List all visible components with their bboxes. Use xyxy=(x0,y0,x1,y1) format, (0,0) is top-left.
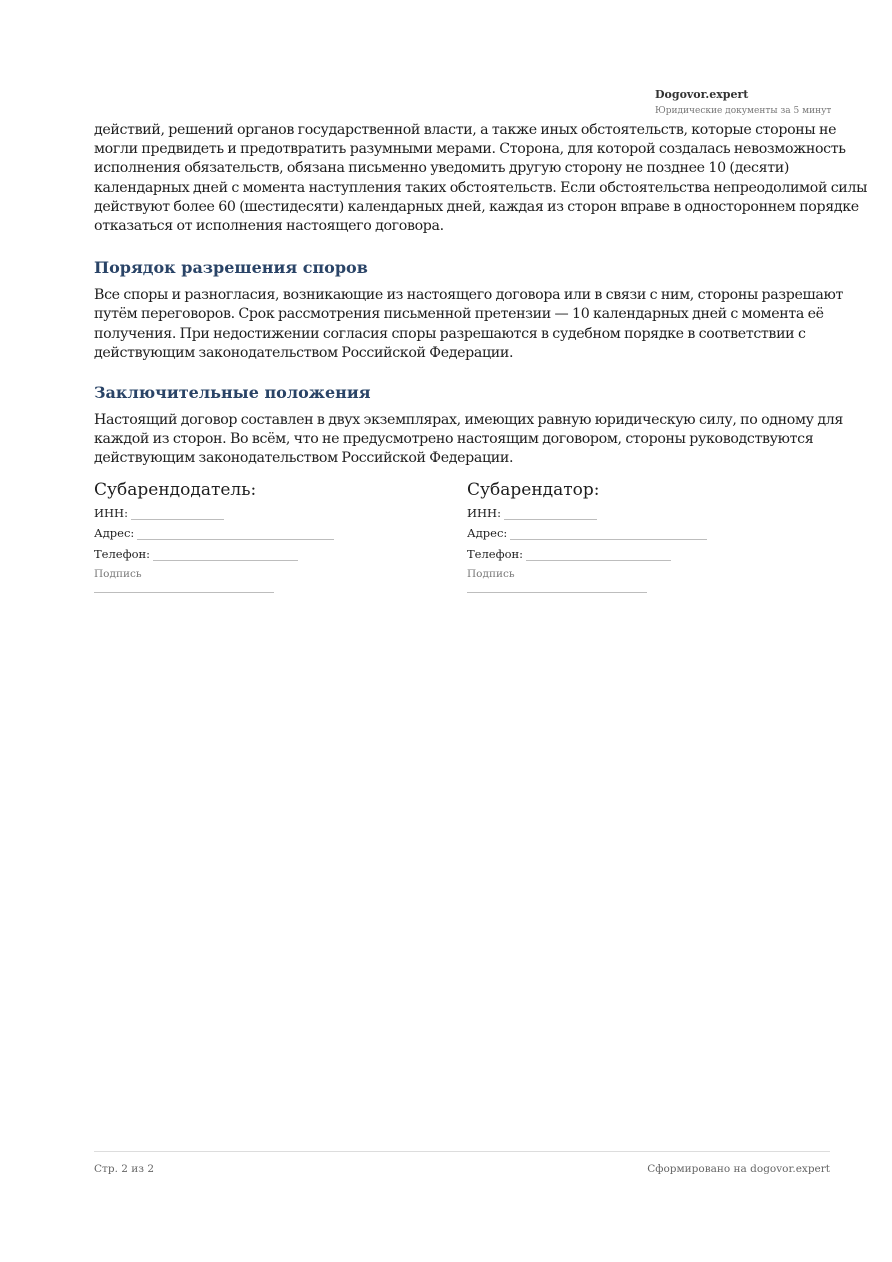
brand-name: Dogovor.expert xyxy=(655,88,749,101)
signature-line xyxy=(467,592,647,593)
sublessor-block xyxy=(94,479,394,593)
sublessor-phone-field xyxy=(94,543,394,564)
inn-blank-line xyxy=(504,505,597,520)
sublessee-address-field xyxy=(467,523,767,544)
final-provisions-paragraph: Настоящий договор составлен в двух экземплярах, имеющих равную юридическую силу, по одному для каждой из сторон. Во всём, что не предусмотрено настоящим договором, стороны руководствуются действующим законодательством Российской Федерации. xyxy=(94,412,843,467)
inn-label: ИНН: xyxy=(467,505,501,520)
sublessor-inn-field xyxy=(94,502,394,523)
sublessee-phone-field xyxy=(467,543,767,564)
phone-label: Телефон: xyxy=(94,546,151,561)
inn-blank-line xyxy=(131,505,224,520)
sublessee-inn-field xyxy=(467,502,767,523)
force-majeure-paragraph: действий, решений органов государственной власти, а также иных обстоятельств, которые стороны не могли предвидеть и предотвратить разумными мерами. Сторона, для которой создалась невозможность исполнения обязательств, обязана письменно уведомить другую сторону не позднее 10 (десяти) календарных дней с момента наступления таких обстоятельств. Если обстоятельства непреодолимой силы действуют более 60 (шестидесяти) календарных дней, каждая из сторон вправе в одностороннем порядке отказаться от исполнения настоящего договора. xyxy=(94,122,868,235)
phone-blank-line xyxy=(526,546,671,561)
sublessor-title: Субарендодатель: xyxy=(94,480,257,500)
signature-label: Подпись xyxy=(94,567,142,580)
brand-block xyxy=(655,88,855,118)
sublessor-address-field xyxy=(94,523,394,544)
signature-label: Подпись xyxy=(467,567,515,580)
address-label: Адрес: xyxy=(467,526,508,540)
document-body xyxy=(94,121,874,469)
generated-by-note: Сформировано на dogovor.expert xyxy=(647,1163,830,1175)
phone-blank-line xyxy=(153,546,298,561)
final-provisions-heading: Заключительные положения xyxy=(94,383,371,403)
sublessee-block xyxy=(467,479,767,593)
phone-label: Телефон: xyxy=(467,546,524,561)
address-blank-line xyxy=(137,525,334,540)
page-indicator: Стр. 2 из 2 xyxy=(94,1163,155,1175)
address-blank-line xyxy=(510,525,707,540)
sublessee-title: Субарендатор: xyxy=(467,480,600,500)
brand-tagline: Юридические документы за 5 минут xyxy=(655,106,832,116)
signature-section xyxy=(94,479,874,599)
inn-label: ИНН: xyxy=(94,505,128,520)
signature-line xyxy=(94,592,274,593)
disputes-heading: Порядок разрешения споров xyxy=(94,258,368,278)
disputes-paragraph: Все споры и разногласия, возникающие из настоящего договора или в связи с ним, стороны разрешают путём переговоров. Срок рассмотрения письменной претензии — 10 календарных дней с момента её получения. При недостижении согласия споры разрешаются в судебном порядке в соответствии с действующим законодательством Российской Федерации. xyxy=(94,287,844,361)
footer-divider xyxy=(94,1151,830,1152)
address-label: Адрес: xyxy=(94,526,135,540)
